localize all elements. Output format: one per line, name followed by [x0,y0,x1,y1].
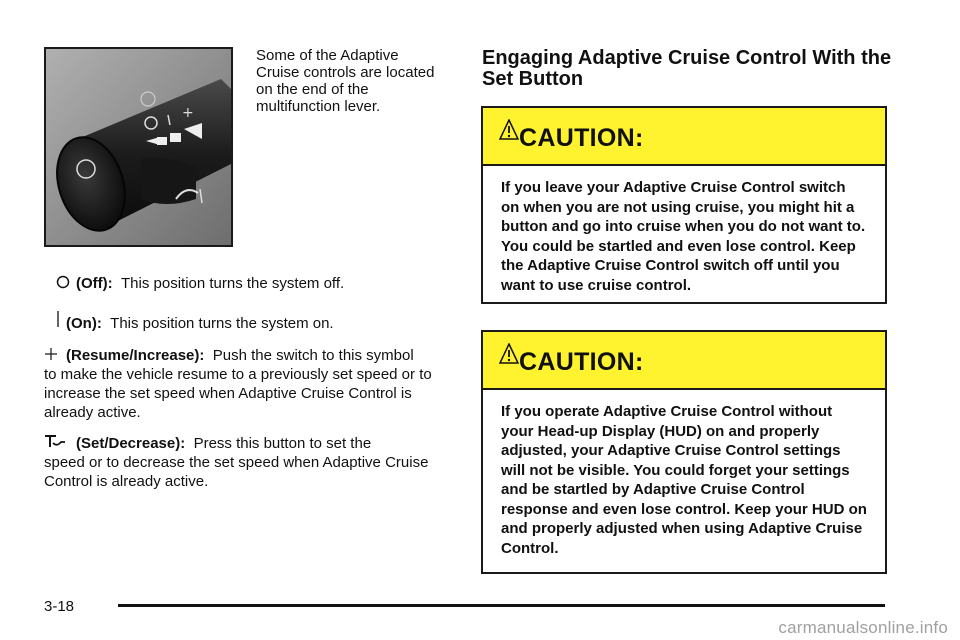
set-continuation: speed or to decrease the set speed when Adaptive Cruise Control is already active. [44,454,429,490]
resume-label: (Resume/Increase): [66,347,205,364]
set-item [44,434,444,491]
multifunction-lever-image [46,49,231,245]
resume-item [44,346,444,422]
off-item [56,274,456,293]
caution-text-2: If you operate Adaptive Cruise Control without your Head-up Display (HUD) on and properly adjusted, your Adaptive Cruise Control settings will not be visible. You could forget your settings and be startled by Adaptive Cruise Control response and even lose control. Keep your HUD on and properly adjusted when using Adaptive Cruise Control. [501,403,867,557]
warning-triangle-icon [499,119,519,141]
section-title: Engaging Adaptive Cruise Control With the Set Button [482,47,892,90]
photo-caption: Some of the Adaptive Cruise controls are located on the end of the multifunction lever. [256,47,435,115]
off-text: This position turns the system off. [121,275,345,292]
lever-photo [44,47,233,247]
resume-continuation: to make the vehicle resume to a previously set speed or to increase the set speed when Adaptive Cruise Control is already active. [44,366,432,421]
on-text: This position turns the system on. [110,315,334,332]
off-circle-icon [56,275,70,289]
caution-header-2 [483,332,885,390]
plus-icon [44,347,60,361]
off-label: (Off): [76,275,113,292]
set-decrease-icon [44,434,66,450]
warning-triangle-icon [499,343,519,365]
caution-header-1 [483,108,885,166]
caution-text-1: If you leave your Adaptive Cruise Control switch on when you are not using cruise, you might hit a button and go into cruise when you do not want to. You could be startled and even lose control. Keep the Adaptive Cruise Control switch off until you want to use cruise control. [501,179,866,294]
caution-label-2: CAUTION: [519,348,644,376]
on-item [56,311,456,333]
resume-text: Push the switch to this symbol [212,347,414,364]
watermark[interactable]: carmanualsonline.info [778,618,948,637]
set-text: Press this button to set the [193,435,372,452]
on-line-icon [56,311,64,329]
svg-text:+: + [182,105,194,121]
footer-rule [118,604,885,607]
set-label: (Set/Decrease): [76,435,186,452]
caution-box-2 [481,330,887,574]
caution-box-1 [481,106,887,304]
on-label: (On): [66,315,102,332]
page-number: 3-18 [44,598,75,615]
caution-label-1: CAUTION: [519,124,644,152]
